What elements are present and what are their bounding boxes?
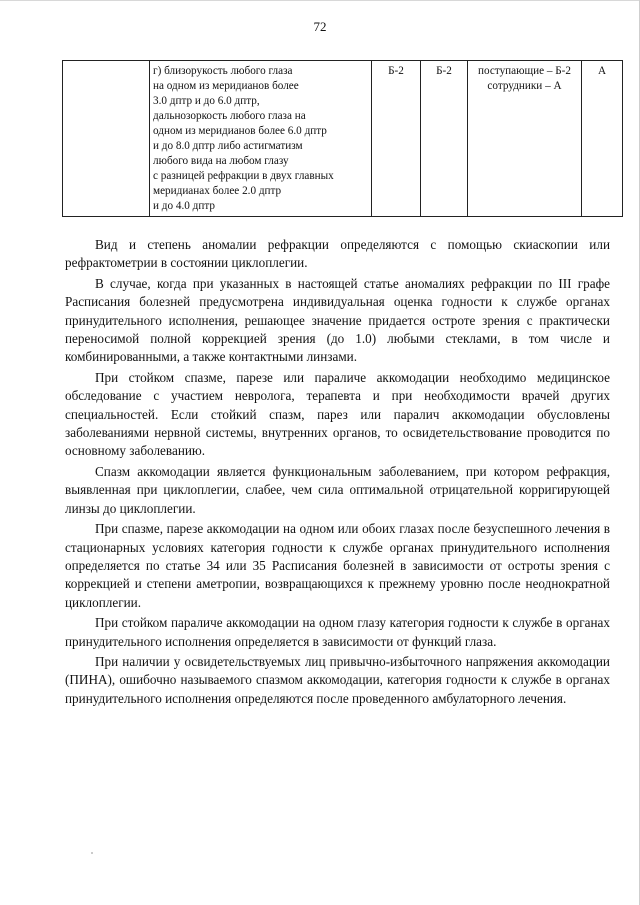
category-col-4: А [582,61,623,217]
condition-line: дальнозоркость любого глаза на [153,110,306,122]
article-text [65,236,610,708]
page-number: 72 [313,19,327,34]
paragraph: При наличии у освидетельствуемых лиц привычно-избыточного напряжения аккомодации (ПИНА), ошибочно называемого спазмом аккомодации, категория годности к службе в органах принудительного исполнения определяются после проведенного амбулаторного лечения. [65,653,610,706]
condition-line: г) близорукость любого глаза [153,65,293,77]
category-table [62,60,623,217]
applicants-category: поступающие – Б-2 [478,65,571,77]
paragraph: Вид и степень аномалии рефракции определяются с помощью скиаскопии или рефрактометрии в состоянии циклоплегии. [65,237,610,271]
category-col-3 [468,61,582,217]
condition-cell [150,61,372,217]
condition-line: на одном из меридианов более [153,80,299,92]
category-col-1: Б-2 [372,61,421,217]
page-edge-top [0,0,640,1]
condition-line: и до 4.0 дптр [153,200,215,212]
paragraph: При стойком параличе аккомодации на одном глазу категория годности к службе в органах принудительного исполнения определяется в зависимости от функций глаза. [65,615,610,649]
paragraph: В случае, когда при указанных в настоящей статье аномалиях рефракции по III графе Расписания болезней предусмотрена индивидуальная оценка годности к службе органах принудительного исполнения, решающее значение придается остроте зрения с практически переносимой полной коррекцией зрения (до 1.0) любыми стеклами, в том числе и комбинированными, а также контактными линзами. [65,275,610,365]
scan-speck [91,852,93,854]
category-col-2: Б-2 [421,61,468,217]
condition-line: и до 8.0 дптр либо астигматизм [153,140,303,152]
condition-line: одном из меридианов более 6.0 дптр [153,125,327,137]
condition-line: с разницей рефракции в двух главных [153,170,334,182]
employees-category: сотрудники – А [487,80,562,92]
table-row [63,61,623,217]
paragraph: Спазм аккомодации является функциональным заболеванием, при котором рефракция, выявленная при циклоплегии, слабее, чем сила оптимальной отрицательной корригирующей линзы до циклоплегии. [65,463,610,516]
condition-line: меридианах более 2.0 дптр [153,185,282,197]
paragraph: При спазме, парезе аккомодации на одном или обоих глазах после безуспешного лечения в стационарных условиях категория годности к службе органах принудительного исполнения определяется по статье 34 или 35 Расписания болезней в зависимости от остроты зрения с коррекцией и степени аметропии, возвращающихся к прежнему уровню после неоднократной циклоплегии. [65,521,610,610]
article-cell [63,61,150,217]
condition-line: любого вида на любом глазу [153,155,289,167]
condition-line: 3.0 дптр и до 6.0 дптр, [153,95,260,107]
paragraph: При стойком спазме, парезе или параличе аккомодации необходимо медицинское обследование с участием невролога, терапевта и при необходимости врачей других специальностей. Если стойкий спазм, парез или паралич аккомодации обусловлены заболеваниями нервной системы, внутренних органов, то освидетельствование проводится по основному заболеванию. [65,369,610,459]
